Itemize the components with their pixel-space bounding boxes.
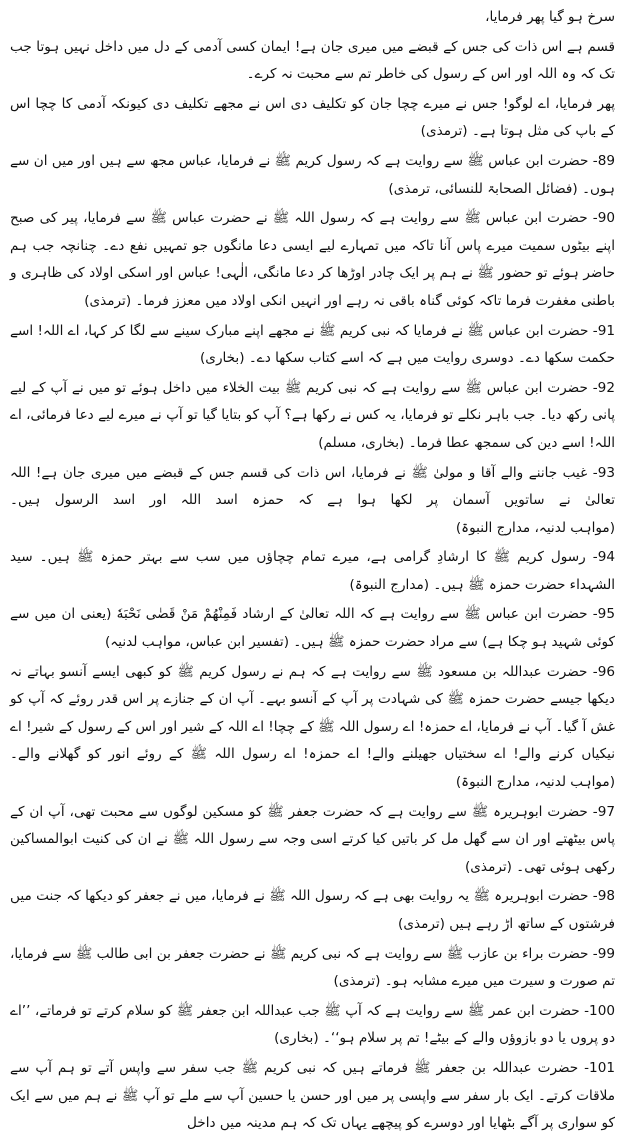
hadith-number: 95 [597,606,615,623]
paragraph-intro-1 [10,4,615,32]
hadith-93: 93- غیب جاننے والے آقا و مولیٰ ﷺ نے فرمایا، اس ذات کی قسم جس کے قبضے میں میری جان ہے! اللہ تعالیٰ نے ساتویں آسمان پر لکھا ہوا ہے کہ حمزہ اسد اللہ اور اسد الرسول ہیں۔ (مواہب لدنیہ، مدارج النبوۃ) [10,464,615,536]
hadith-number: 94 [597,549,615,566]
paragraph-text: حضرت ابن عباس ﷺ سے روایت ہے کہ اللہ تعالیٰ کے ارشاد فَمِنْهُمْ مَنْ قَضٰى نَحْبَهٗ (یعنی ان میں سے کوئی شہید ہو چکا ہے) سے مراد حضرت حمزہ ﷺ ہیں۔ [10,606,615,651]
paragraph-source: (ترمذی) [420,123,468,140]
paragraph-text: حضرت براء بن عازب ﷺ سے روایت ہے کہ نبی کریم ﷺ نے حضرت جعفر بن ابی طالب ﷺ سے فرمایا، تم صورت و سیرت میں میرے مشابہ ہو۔ [10,945,615,990]
hadith-number: 91 [597,322,615,339]
paragraph-text: حضرت ابن عمر ﷺ سے روایت ہے کہ آپ ﷺ جب عبداللہ ابن جعفر ﷺ کو سلام کرتے تو فرماتے، ’’اے دو پروں یا دو بازوؤں والے کے بیٹے! تم پر سلام ہو‘‘۔ [10,1002,615,1047]
paragraph-text: رسول کریم ﷺ کا ارشادِ گرامی ہے، میرے تمام چچاؤں میں سب سے بہتر حمزہ ﷺ ہیں۔ سید الشہداء حضرت حمزہ ﷺ ہیں۔ [10,549,615,593]
hadith-97: 97- حضرت ابوہریرہ ﷺ سے روایت ہے کہ حضرت جعفر ﷺ کو مسکین لوگوں سے محبت تھی، آپ ان کے پاس بیٹھتے اور ان سے گھل مل کر باتیں کیا کرتے اسی وجہ سے رسول اللہ ﷺ نے ان کی کنیت ابوالمساکین رکھی ہوئی تھی۔ (ترمذی) [10,803,615,875]
hadith-95: 95- حضرت ابن عباس ﷺ سے روایت ہے کہ اللہ تعالیٰ کے ارشاد فَمِنْهُمْ مَنْ قَضٰى نَحْبَهٗ (یعنی ان میں سے کوئی شہید ہو چکا ہے) سے مراد حضرت حمزہ ﷺ ہیں۔ (تفسیر ابن عباس، مواہب لدنیہ) [10,606,615,651]
paragraph-source: (تفسیر ابن عباس، مواہب لدنیہ) [104,634,289,651]
paragraph-text: حضرت ابن عباس ﷺ سے روایت ہے کہ نبی کریم ﷺ بیت الخلاء میں داخل ہوئے تو میں نے آپ کے لیے پانی رکھ دیا۔ جب باہر نکلے تو فرمایا، یہ کس نے رکھا ہے؟ آپ کو بتایا گیا تو آپ نے میرے لیے دعا فرمائی، اے اللہ! اسے دین کی سمجھ عطا فرما۔ [10,379,615,451]
hadith-number: 98 [597,888,615,905]
hadith-number: 97 [597,803,615,820]
paragraph-text: حضرت ابن عباس ﷺ سے روایت ہے کہ رسول اللہ ﷺ نے حضرت عباس ﷺ سے فرمایا، پیر کی صبح اپنے بیٹوں سمیت میرے پاس آنا تاکہ میں تمہارے لیے ایسی دعا مانگوں جو تمہیں نفع دے۔ چنانچہ جب ہم حاضر ہوئے تو حضور ﷺ نے ہم پر ایک چادر اوڑھا کر دعا مانگی، الٰہی! عباس اور اسکی اولاد کی ظاہری و باطنی مغفرت فرما تاکہ کوئی گناہ باقی نہ رہے اور انہیں انکی اولاد میں معزز فرما۔ [10,210,615,309]
paragraph-text: پھر فرمایا، اے لوگو! جس نے میرے چچا جان کو تکلیف دی اس نے مجھے تکلیف دی کیونکہ آدمی کا چچا اس کے باپ کی مثل ہوتا ہے۔ [10,95,615,140]
paragraph-source: (مواہب لدنیہ، مدارج النبوۃ) [455,519,615,536]
paragraph-text: حضرت ابوہریرہ ﷺ سے روایت ہے کہ حضرت جعفر ﷺ کو مسکین لوگوں سے محبت تھی، آپ ان کے پاس بیٹھتے اور ان سے گھل مل کر باتیں کیا کرتے اسی وجہ سے رسول اللہ ﷺ نے ان کی کنیت ابوالمساکین رکھی ہوئی تھی۔ [10,803,615,875]
paragraph-source: (فضائل الصحابۃ للنسائی، ترمذی) [388,180,578,197]
hadith-90: 90- حضرت ابن عباس ﷺ سے روایت ہے کہ رسول اللہ ﷺ نے حضرت عباس ﷺ سے فرمایا، پیر کی صبح اپنے بیٹوں سمیت میرے پاس آنا تاکہ میں تمہارے لیے ایسی دعا مانگوں جو تمہیں نفع دے۔ چنانچہ جب ہم حاضر ہوئے تو حضور ﷺ نے ہم پر ایک چادر اوڑھا کر دعا مانگی، الٰہی! عباس اور اسکی اولاد کی ظاہری و باطنی مغفرت فرما تاکہ کوئی گناہ باقی نہ رہے اور انہیں انکی اولاد میں معزز فرما۔ (ترمذی) [10,210,615,309]
paragraph-text: حضرت ابوہریرہ ﷺ یہ روایت بھی ہے کہ رسول اللہ ﷺ نے فرمایا، میں نے جعفر کو دیکھا کہ جنت میں فرشتوں کے ساتھ اڑ رہے ہیں [10,888,615,932]
hadith-99: 99- حضرت براء بن عازب ﷺ سے روایت ہے کہ نبی کریم ﷺ نے حضرت جعفر بن ابی طالب ﷺ سے فرمایا، تم صورت و سیرت میں میرے مشابہ ہو۔ (ترمذی) [10,945,616,990]
paragraph-source: (مواہب لدنیہ، مدارج النبوۃ) [455,774,615,791]
hadith-89: 89- حضرت ابن عباس ﷺ سے روایت ہے کہ رسول کریم ﷺ نے فرمایا، عباس مجھ سے ہیں اور میں ان سے ہوں۔ (فضائل الصحابۃ للنسائی، ترمذی) [10,152,615,197]
hadith-number: 100 [589,1002,615,1019]
hadith-98: 98- حضرت ابوہریرہ ﷺ یہ روایت بھی ہے کہ رسول اللہ ﷺ نے فرمایا، میں نے جعفر کو دیکھا کہ جنت میں فرشتوں کے ساتھ اڑ رہے ہیں (ترمذی) [10,888,615,932]
hadith-number: 96 [597,663,615,680]
hadith-101: 101- حضرت عبداللہ بن جعفر ﷺ فرماتے ہیں کہ نبی کریم ﷺ جب سفر سے واپس آتے تو ہم آپ سے ملاقات کرتے۔ ایک بار سفر سے واپسی پر میں اور حسن یا حسین آپ سے ملے تو آپ ﷺ نے ہم میں سے ایک کو سواری پر آگے بٹھایا اور دوسرے کو پیچھے یہاں تک کہ ہم مدینہ میں داخل [10,1059,615,1132]
paragraph-source: (ترمذی) [398,916,445,932]
hadith-96: 96- حضرت عبداللہ بن مسعود ﷺ سے روایت ہے کہ ہم نے رسول کریم ﷺ کو کبھی ایسے آنسو بہاتے نہ دیکھا جیسے حضرت حمزہ ﷺ کی شہادت پر آپ کے آنسو بہے۔ آپ ان کے جنازے پر اس قدر روئے کہ آپ کو غش آ گیا۔ آپ نے فرمایا، اے حمزہ! اے رسول اللہ ﷺ کے چچا! اے اللہ کے شیر اور اس کے رسول کے شیر! اے نیکیاں کرنے والے! اے سختیاں جھیلنے والے! اے حمزہ! اے رسول اللہ ﷺ کے روئے انور کو گھلانے والے۔ (مواہب لدنیہ، مدارج النبوۃ) [10,663,615,791]
paragraph-text: حضرت ابن عباس ﷺ سے روایت ہے کہ رسول کریم ﷺ نے فرمایا، عباس مجھ سے ہیں اور میں ان سے ہوں۔ [10,152,615,197]
hadith-number: 90 [597,210,615,227]
paragraph-text: سرخ ہو گیا پھر فرمایا، [485,9,615,25]
hadith-number: 89 [597,152,615,169]
paragraph-intro-2 [10,34,615,89]
hadith-number: 92 [597,379,615,396]
hadith-94: 94- رسول کریم ﷺ کا ارشادِ گرامی ہے، میرے تمام چچاؤں میں سب سے بہتر حمزہ ﷺ ہیں۔ سید الشہداء حضرت حمزہ ﷺ ہیں۔ (مدارج النبوۃ) [10,549,615,593]
hadith-number: 99 [597,945,616,962]
paragraph-text: حضرت ابن عباس ﷺ نے فرمایا کہ نبی کریم ﷺ نے مجھے اپنے مبارک سینے سے لگا کر کہا، اے اللہ! اسے حکمت سکھا دے۔ دوسری روایت میں ہے کہ اسے کتاب سکھا دے۔ [10,322,615,367]
hadith-92: 92- حضرت ابن عباس ﷺ سے روایت ہے کہ نبی کریم ﷺ بیت الخلاء میں داخل ہوئے تو میں نے آپ کے لیے پانی رکھ دیا۔ جب باہر نکلے تو فرمایا، یہ کس نے رکھا ہے؟ آپ کو بتایا گیا تو آپ نے میرے لیے دعا فرمائی، اے اللہ! اسے دین کی سمجھ عطا فرما۔ (بخاری، مسلم) [10,379,615,451]
paragraph-text: قسم ہے اس ذات کی جس کے قبضے میں میری جان ہے! ایمان کسی آدمی کے دل میں داخل نہیں ہوتا جب تک کہ وہ اللہ اور اس کے رسول کی خاطر تم سے محبت نہ کرے۔ [10,38,615,83]
paragraph-source: (ترمذی) [333,973,381,990]
paragraph-text: حضرت عبداللہ بن مسعود ﷺ سے روایت ہے کہ ہم نے رسول کریم ﷺ کو کبھی ایسے آنسو بہاتے نہ دیکھا جیسے حضرت حمزہ ﷺ کی شہادت پر آپ کے آنسو بہے۔ آپ ان کے جنازے پر اس قدر روئے کہ آپ کو غش آ گیا۔ آپ نے فرمایا، اے حمزہ! اے رسول اللہ ﷺ کے چچا! اے اللہ کے شیر اور اس کے رسول کے شیر! اے نیکیاں کرنے والے! اے سختیاں جھیلنے والے! اے حمزہ! اے رسول اللہ ﷺ کے روئے انور کو گھلانے والے۔ [10,663,615,763]
paragraph-intro-3 [10,91,615,146]
paragraph-source: (مدارج النبوۃ) [349,576,430,593]
paragraph-text: غیب جاننے والے آقا و مولیٰ ﷺ نے فرمایا، اس ذات کی قسم جس کے قبضے میں میری جان ہے! اللہ تعالیٰ نے ساتویں آسمان پر لکھا ہوا ہے کہ حمزہ اسد اللہ اور اسد الرسول ہیں۔ [10,464,615,509]
paragraph-source: (بخاری، مسلم) [318,434,405,451]
paragraph-source: (بخاری) [274,1030,319,1047]
paragraph-source: (بخاری) [200,350,245,367]
paragraph-source: (ترمذی) [464,858,512,875]
paragraph-text: حضرت عبداللہ بن جعفر ﷺ فرماتے ہیں کہ نبی کریم ﷺ جب سفر سے واپس آتے تو ہم آپ سے ملاقات کرتے۔ ایک بار سفر سے واپسی پر میں اور حسن یا حسین آپ سے ملے تو آپ ﷺ نے ہم میں سے ایک کو سواری پر آگے بٹھایا اور دوسرے کو پیچھے یہاں تک کہ ہم مدینہ میں داخل [10,1059,615,1132]
hadith-number: 101 [589,1059,615,1076]
hadith-number: 93 [597,464,615,481]
hadith-91: 91- حضرت ابن عباس ﷺ نے فرمایا کہ نبی کریم ﷺ نے مجھے اپنے مبارک سینے سے لگا کر کہا، اے اللہ! اسے حکمت سکھا دے۔ دوسری روایت میں ہے کہ اسے کتاب سکھا دے۔ (بخاری) [10,322,615,367]
paragraph-source: (ترمذی) [84,292,132,309]
hadith-100: 100- حضرت ابن عمر ﷺ سے روایت ہے کہ آپ ﷺ جب عبداللہ ابن جعفر ﷺ کو سلام کرتے تو فرماتے، ’’اے دو پروں یا دو بازوؤں والے کے بیٹے! تم پر سلام ہو‘‘۔ (بخاری) [10,1002,615,1047]
